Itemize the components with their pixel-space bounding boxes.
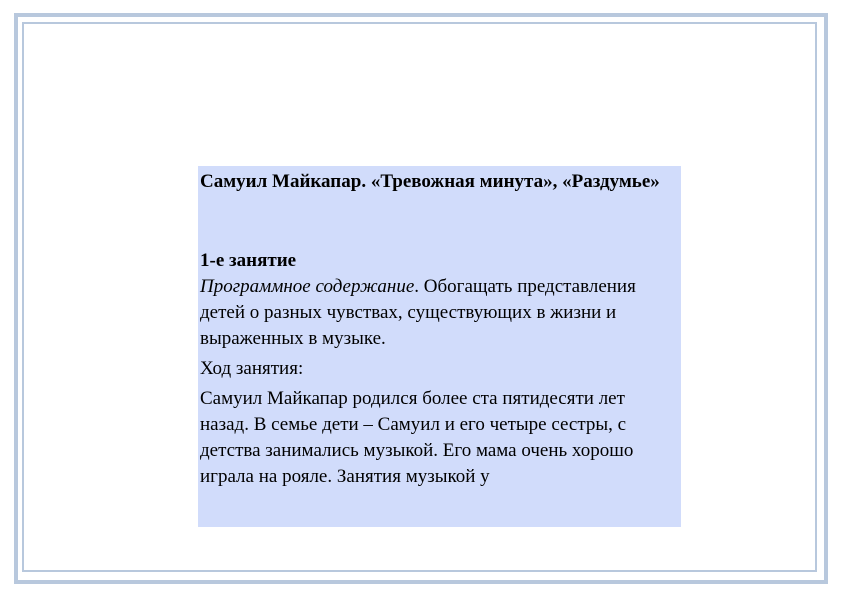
slide-text-box[interactable] [198,166,681,527]
program-content-paragraph [200,274,677,352]
lesson-heading: 1-е занятие [200,250,297,271]
program-content-label: Программное содержание [200,276,415,297]
program-content-text: . Обогащать представления детей о разных чувствах, существующих в жизни и выраженных в музыке. [200,276,636,349]
slide-title: Самуил Майкапар. «Тревожная минута», «Раздумье» [200,171,660,192]
body-paragraph: Самуил Майкапар родился более ста пятидесяти лет назад. В семье дети – Самуил и его четыре сестры, с детства занимались музыкой. Его мама очень хорошо играла на рояле. Занятия музыкой у [200,388,634,487]
lesson-progress-label: Ход занятия: [200,358,304,379]
